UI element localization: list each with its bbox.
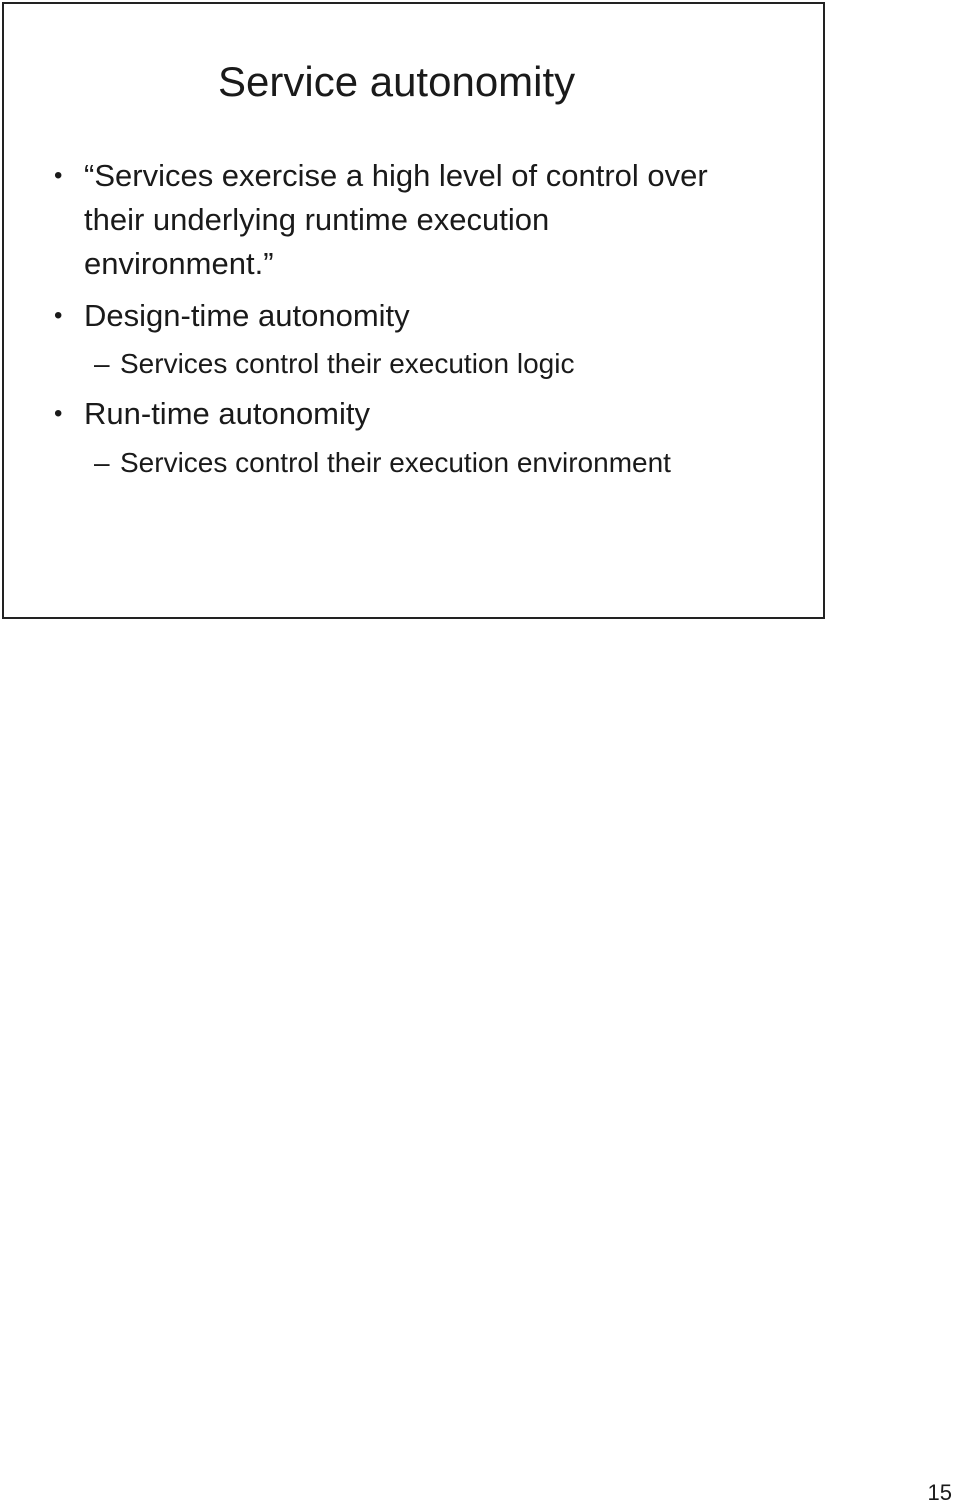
sub-bullet-design-time <box>94 345 575 383</box>
bullet-dot-icon: • <box>54 162 63 189</box>
sub-bullet-run-time <box>94 444 671 482</box>
bullet-text-line: “Services exercise a high level of control over <box>84 158 708 193</box>
page-number: 15 <box>927 1480 952 1505</box>
bullet-text: Run-time autonomity <box>84 396 371 431</box>
bullet-item-run-time <box>54 392 371 436</box>
bullet-dot-icon: • <box>54 302 63 329</box>
dash-icon: – <box>94 348 110 379</box>
bullet-item-quote <box>54 154 708 286</box>
bullet-text-line: environment.” <box>84 246 274 281</box>
dash-icon: – <box>94 447 110 478</box>
sub-bullet-text: Services control their execution environment <box>120 447 671 478</box>
slide-frame <box>2 2 825 619</box>
bullet-text-line: their underlying runtime execution <box>84 202 550 237</box>
sub-bullet-text: Services control their execution logic <box>120 348 575 379</box>
bullet-item-design-time <box>54 294 410 338</box>
slide-title: Service autonomity <box>218 58 576 105</box>
bullet-dot-icon: • <box>54 400 63 427</box>
bullet-text: Design-time autonomity <box>84 298 410 333</box>
